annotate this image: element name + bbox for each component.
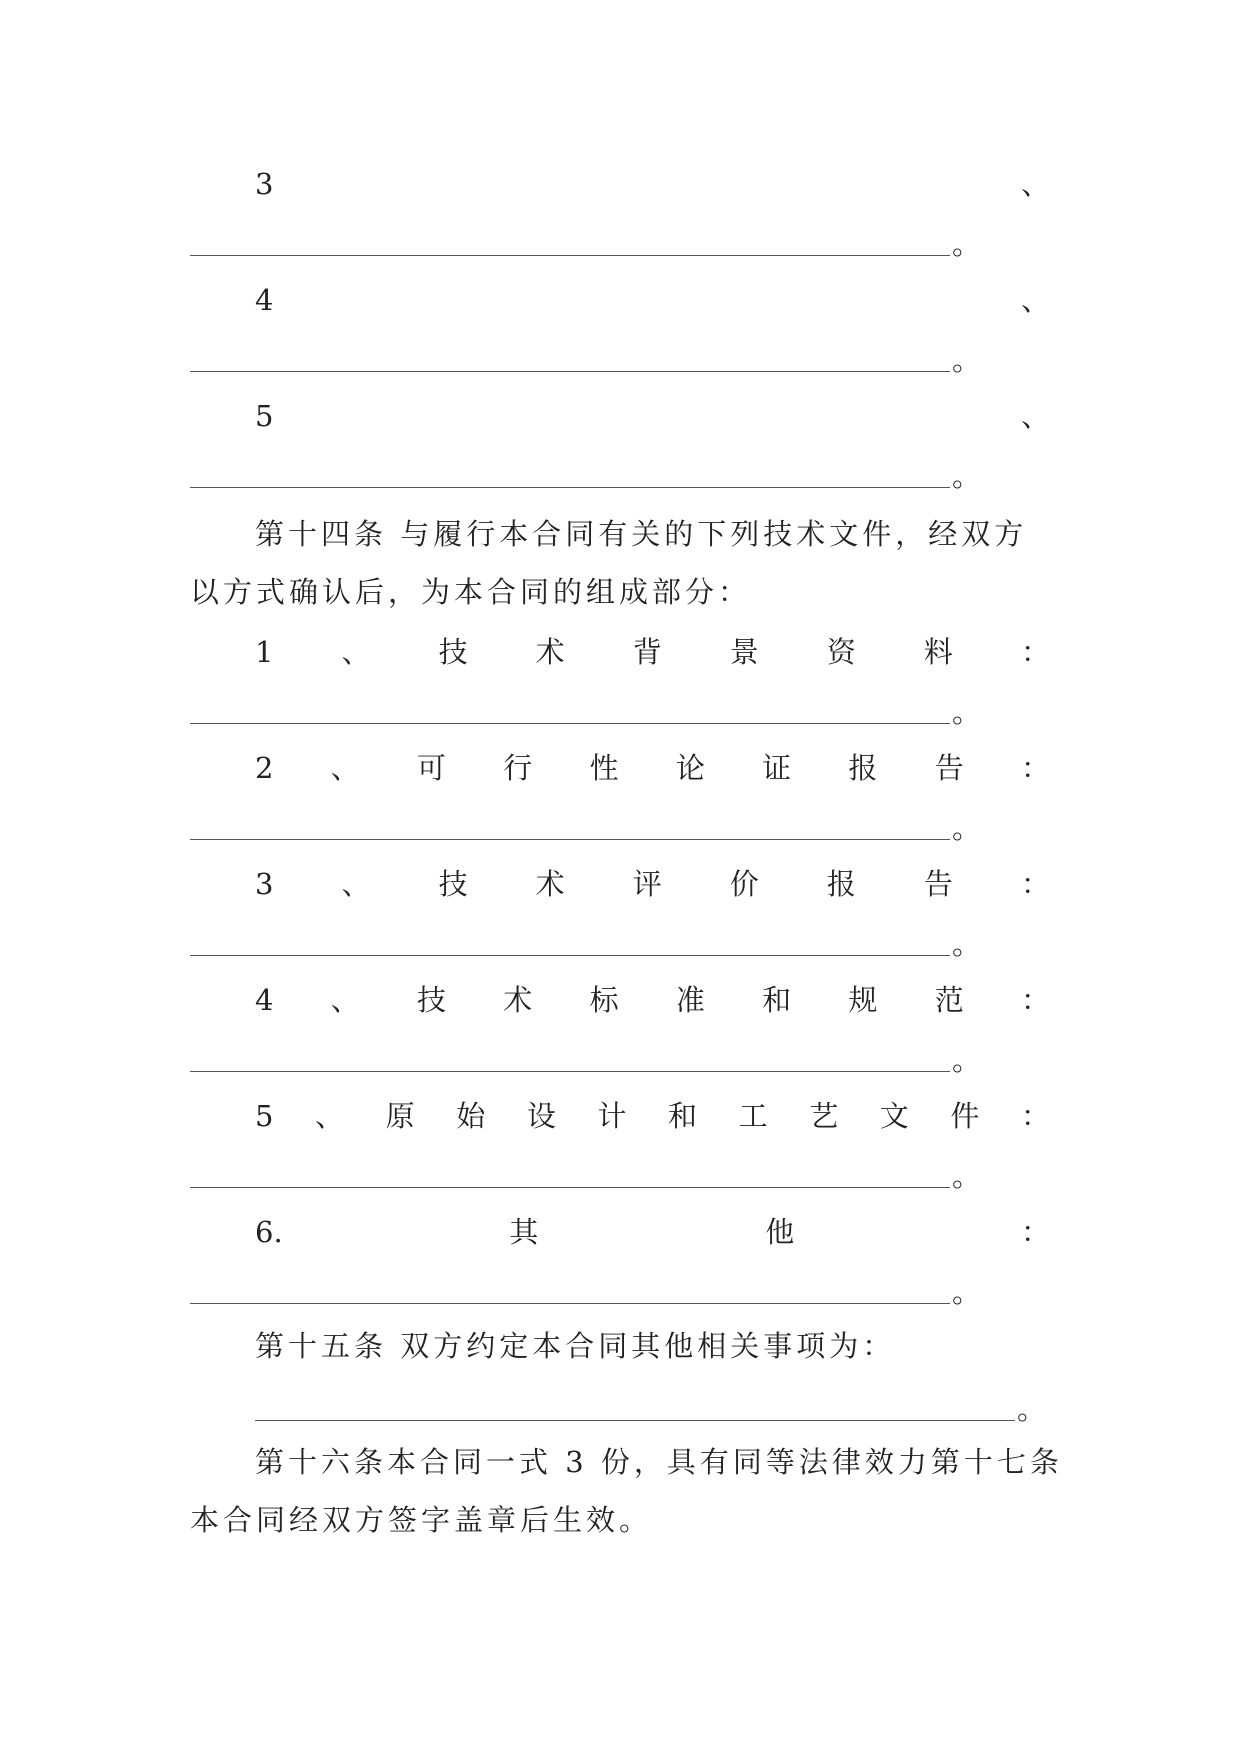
article-14-line-1: 第十四条 与履行本合同有关的下列技术文件，经双方 — [255, 517, 1028, 551]
tech-doc-char: 准 — [675, 983, 705, 1017]
tech-doc-char: 文 — [879, 1099, 909, 1133]
tech-doc-char: 景 — [729, 635, 759, 669]
tech-doc-char: 艺 — [809, 1099, 839, 1133]
tech-doc-blank — [190, 1038, 981, 1082]
article-16-line-1: 第十六条本合同一式 3 份，具有同等法律效力第十七条 — [255, 1445, 1063, 1479]
tech-doc-char: 料 — [923, 635, 953, 669]
item-4-row — [255, 278, 1050, 322]
item-5-row — [255, 394, 1050, 438]
tech-doc-char: 背 — [632, 635, 662, 669]
tech-doc-char: 可 — [417, 751, 447, 785]
item-number: 4 — [255, 283, 274, 317]
blank-end-mark: 。 — [1017, 1392, 1047, 1426]
tech-doc-char: 原 — [385, 1099, 415, 1133]
tech-doc-char: 1 — [255, 635, 274, 669]
tech-doc-blank — [190, 1154, 981, 1198]
article-15-blank — [255, 1387, 1046, 1431]
blank-end-mark: 。 — [952, 459, 982, 493]
blank-underline — [190, 1273, 950, 1304]
article-15-text: 第十五条 双方约定本合同其他相关事项为： — [255, 1329, 896, 1363]
tech-doc-row — [255, 978, 1050, 1022]
tech-doc-char: 始 — [456, 1099, 486, 1133]
blank-underline — [190, 1157, 950, 1188]
blank-underline — [255, 1390, 1015, 1421]
blank-end-mark: 。 — [952, 927, 982, 961]
tech-doc-char: 、 — [315, 1099, 345, 1133]
tech-doc-char: 性 — [589, 751, 619, 785]
tech-doc-char: 范 — [934, 983, 964, 1017]
tech-doc-char: 资 — [826, 635, 856, 669]
blank-underline — [190, 925, 950, 956]
tech-doc-char: 5 — [255, 1099, 274, 1133]
item-3-blank — [190, 222, 981, 266]
tech-doc-char: 报 — [848, 751, 878, 785]
blank-end-mark: 。 — [952, 1159, 982, 1193]
tech-doc-char: 件 — [950, 1099, 980, 1133]
tech-doc-row — [255, 630, 1050, 674]
tech-doc-char: 技 — [438, 867, 468, 901]
tech-doc-char: 告 — [934, 751, 964, 785]
tech-doc-char: 标 — [589, 983, 619, 1017]
tech-doc-char: 报 — [826, 867, 856, 901]
tech-doc-char: 、 — [341, 635, 371, 669]
tech-doc-blank — [190, 690, 981, 734]
tech-doc-char: 术 — [503, 983, 533, 1017]
blank-end-mark: 。 — [952, 343, 982, 377]
item-3-row — [255, 162, 1050, 206]
item-4-blank — [190, 338, 981, 382]
tech-doc-char: 技 — [417, 983, 447, 1017]
item-5-blank — [190, 454, 981, 498]
tech-doc-colon: ： — [1020, 1215, 1050, 1249]
tech-doc-colon: ： — [1020, 867, 1050, 901]
item-number: 3 — [255, 167, 274, 201]
tech-doc-char: 评 — [632, 867, 662, 901]
blank-underline — [190, 341, 950, 372]
tech-doc-char: 和 — [668, 1099, 698, 1133]
tech-doc-char: 论 — [675, 751, 705, 785]
blank-end-mark: 。 — [952, 695, 982, 729]
tech-doc-char: 和 — [762, 983, 792, 1017]
article-16-line-2: 本合同经双方签字盖章后生效。 — [190, 1503, 653, 1537]
tech-doc-char: 其 — [509, 1215, 539, 1249]
blank-end-mark: 。 — [952, 1043, 982, 1077]
tech-doc-char: 行 — [503, 751, 533, 785]
tech-doc-char: 工 — [738, 1099, 768, 1133]
blank-end-mark: 。 — [952, 1275, 982, 1309]
tech-doc-char: 规 — [848, 983, 878, 1017]
tech-doc-char: 6. — [255, 1215, 283, 1249]
item-number: 5 — [255, 399, 274, 433]
tech-doc-char: 术 — [535, 635, 565, 669]
tech-doc-char: 设 — [526, 1099, 556, 1133]
blank-underline — [190, 1041, 950, 1072]
item-tail: 、 — [1020, 167, 1050, 201]
tech-doc-row — [255, 1094, 1050, 1138]
tech-doc-char: 价 — [729, 867, 759, 901]
tech-doc-char: 、 — [330, 983, 360, 1017]
item-tail: 、 — [1020, 283, 1050, 317]
blank-underline — [190, 809, 950, 840]
item-tail: 、 — [1020, 399, 1050, 433]
tech-doc-row — [255, 862, 1050, 906]
blank-underline — [190, 225, 950, 256]
tech-doc-char: 2 — [255, 751, 274, 785]
tech-doc-char: 证 — [762, 751, 792, 785]
tech-doc-char: 、 — [341, 867, 371, 901]
tech-doc-row — [255, 746, 1050, 790]
tech-doc-char: 告 — [923, 867, 953, 901]
tech-doc-colon: ： — [1020, 751, 1050, 785]
tech-doc-colon: ： — [1020, 635, 1050, 669]
tech-doc-blank — [190, 806, 981, 850]
tech-doc-blank — [190, 1270, 981, 1314]
tech-doc-char: 3 — [255, 867, 274, 901]
tech-doc-colon: ： — [1020, 983, 1050, 1017]
tech-doc-colon: ： — [1020, 1099, 1050, 1133]
tech-doc-char: 4 — [255, 983, 274, 1017]
blank-end-mark: 。 — [952, 227, 982, 261]
tech-doc-char: 他 — [765, 1215, 795, 1249]
tech-doc-blank — [190, 922, 981, 966]
tech-doc-char: 、 — [330, 751, 360, 785]
tech-doc-row — [255, 1210, 1050, 1254]
article-14-line-2: 以方式确认后，为本合同的组成部分： — [190, 575, 752, 609]
tech-doc-char: 计 — [597, 1099, 627, 1133]
blank-underline — [190, 693, 950, 724]
tech-doc-char: 技 — [438, 635, 468, 669]
blank-underline — [190, 457, 950, 488]
blank-end-mark: 。 — [952, 811, 982, 845]
tech-doc-char: 术 — [535, 867, 565, 901]
